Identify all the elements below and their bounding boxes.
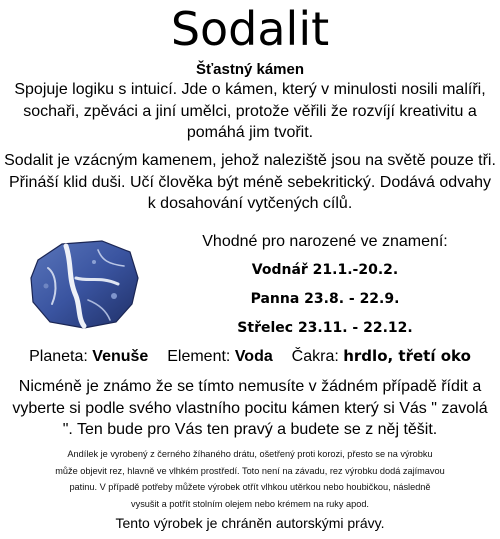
intro-paragraph: Spojuje logiku s intuicí. Jde o kámen, který v minulosti nosili malíři, sochaři, zpěváci a jiní umělci, protože věřili že rozvíjí kreativitu a pomáhá jim tvořit. (14, 81, 486, 141)
planet-label: Planeta: (29, 348, 88, 365)
planet-value: Venuše (92, 348, 149, 365)
page-subtitle: Šťastný kámen (195, 61, 305, 78)
rarity-paragraph: Sodalit je vzácným kamenem, jehož naleziště jsou na světě pouze tři. Přináší klid duši. Učí člověka být méně sebekritický. Dodává odvahy k dosahování vytčených cílů. (4, 152, 496, 212)
advice-paragraph: Nicméně je známo že se tímto nemusíte v žádném případě řídit a vyberte si podle svého vlastního pocitu kámen který si Vás " zavolá ". Ten bude pro Vás ten pravý a budete se z něj těšit. (12, 378, 488, 438)
zodiac-sign-sagittarius: Střelec 23.11. - 22.12. (237, 320, 413, 336)
chakra-value: hrdlo, třetí oko (343, 347, 471, 365)
zodiac-heading: Vhodné pro narozené ve znamení: (202, 233, 448, 250)
page-title: Sodalit (170, 2, 330, 56)
chakra-label: Čakra: (291, 348, 339, 365)
sodalite-stone-image (28, 238, 140, 330)
copyright-notice: Tento výrobek je chráněn autorskými právy. (115, 515, 385, 531)
care-instructions: Andílek je vyrobený z černého žíhaného drátu, ošetřený proti korozi, přesto se na výrobku může objevit rez, hlavně ve vlhkém prostředí. Toto není na závadu, rez výrobku dodá zajímavou patinu. V případě potřeby můžete výrobek otřít vlhkou utěrkou nebo houbičkou, následně vysušit a potřít stolním olejem nebo krémem na ruky apod. (55, 449, 445, 509)
stone-attributes (0, 346, 500, 367)
zodiac-sign-aquarius: Vodnář 21.1.-20.2. (251, 262, 399, 278)
zodiac-sign-virgo: Panna 23.8. - 22.9. (250, 291, 400, 307)
element-label: Element: (167, 348, 231, 365)
element-value: Voda (234, 348, 273, 365)
